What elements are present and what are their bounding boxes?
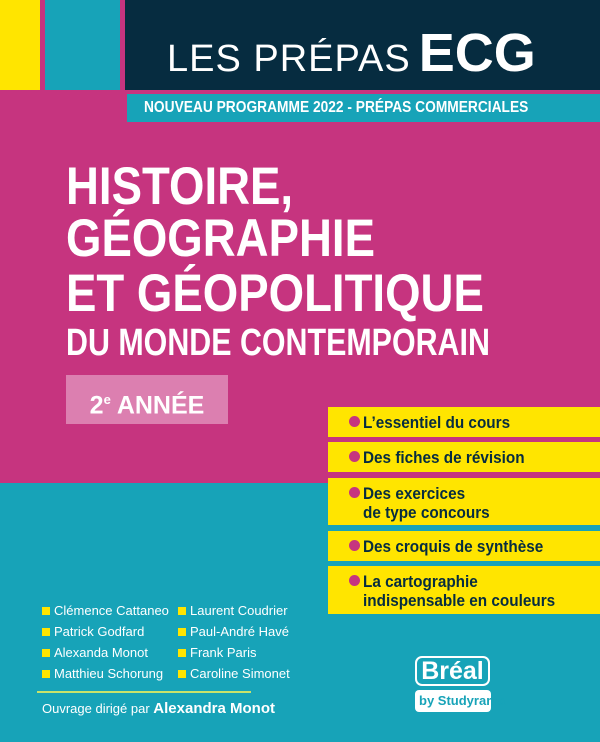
author-name: Frank Paris — [190, 645, 257, 660]
feature-text: Des fiches de révision — [363, 448, 525, 467]
feature-text: L’essentiel du cours — [363, 413, 511, 432]
bullet-dot-icon — [349, 540, 360, 551]
teal-block — [45, 0, 120, 90]
feature-box — [328, 407, 600, 437]
feature-text: indispensable en couleurs — [363, 591, 556, 610]
square-bullet-icon — [178, 649, 186, 657]
square-bullet-icon — [178, 670, 186, 678]
group-name: Studyrama — [437, 693, 505, 708]
square-bullet-icon — [42, 670, 50, 678]
author — [178, 666, 290, 681]
author — [178, 603, 288, 618]
feature-box — [328, 531, 600, 561]
banner-text: NOUVEAU PROGRAMME 2022 - PRÉPAS COMMERCIALES — [144, 99, 529, 116]
year-label: ANNÉE — [116, 391, 205, 420]
square-bullet-icon — [42, 607, 50, 615]
year-number: 2 — [89, 391, 104, 420]
title-line-3: ET GÉOPOLITIQUE — [66, 264, 484, 323]
feature-box — [328, 478, 600, 525]
author-name: Matthieu Schorung — [54, 666, 164, 681]
author — [42, 624, 144, 639]
yellow-block — [0, 0, 40, 90]
author — [42, 603, 169, 618]
series-name: ECG — [418, 23, 536, 83]
series-prefix: LES PRÉPAS — [167, 38, 411, 80]
author-name: Caroline Simonet — [190, 666, 290, 681]
program-banner — [127, 94, 600, 122]
square-bullet-icon — [42, 628, 50, 636]
bullet-dot-icon — [349, 416, 360, 427]
director-credit — [42, 700, 275, 717]
title-line-4: DU MONDE CONTEMPORAIN — [66, 322, 490, 364]
author-name: Paul-André Havé — [190, 624, 289, 639]
director-prefix: Ouvrage dirigé par — [42, 701, 150, 716]
square-bullet-icon — [178, 607, 186, 615]
title-line-1: HISTOIRE, — [66, 157, 294, 216]
author — [178, 645, 256, 660]
square-bullet-icon — [178, 628, 186, 636]
year-suffix: e — [103, 392, 111, 407]
bullet-dot-icon — [349, 575, 360, 586]
feature-text: Des exercices — [363, 484, 466, 503]
author — [42, 666, 163, 681]
feature-text: Des croquis de synthèse — [363, 537, 544, 556]
feature-box — [328, 566, 600, 614]
series-title — [167, 22, 536, 84]
feature-box — [328, 442, 600, 472]
feature-text: de type concours — [363, 503, 490, 522]
director-name: Alexandra Monot — [153, 700, 275, 717]
bullet-dot-icon — [349, 487, 360, 498]
author — [42, 645, 148, 660]
feature-text: La cartographie — [363, 572, 478, 591]
author — [178, 624, 289, 639]
publisher-logo: Bréal — [415, 656, 490, 686]
author-name: Laurent Coudrier — [190, 603, 288, 618]
divider — [37, 691, 251, 693]
author-name: Alexanda Monot — [54, 645, 148, 660]
publisher-group-logo — [415, 690, 505, 712]
by-label: by — [419, 693, 435, 708]
author-name: Patrick Godfard — [54, 624, 145, 639]
title-line-2: GÉOGRAPHIE — [66, 209, 375, 268]
author-name: Clémence Cattaneo — [54, 603, 169, 618]
square-bullet-icon — [42, 649, 50, 657]
bullet-dot-icon — [349, 451, 360, 462]
year-badge — [66, 375, 228, 424]
